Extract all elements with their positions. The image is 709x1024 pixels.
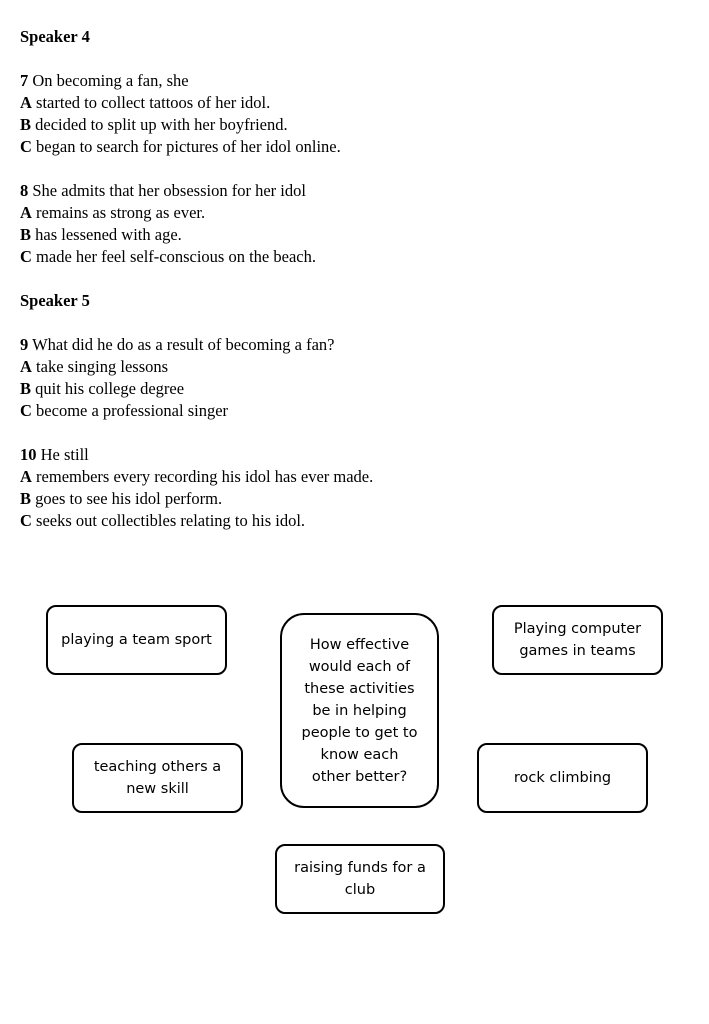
question-number: 8 [20, 181, 29, 200]
option-a: A remains as strong as ever. [20, 203, 206, 222]
option-b: B decided to split up with her boyfriend. [20, 115, 288, 134]
option-a: A started to collect tattoos of her idol. [20, 93, 271, 112]
activity-box-computer-games: Playing computer games in teams [492, 605, 663, 675]
speaker-4-heading: Speaker 4 [20, 27, 90, 46]
question-number: 10 [20, 445, 37, 464]
option-a: A remembers every recording his idol has ever made. [20, 467, 374, 486]
option-b: B has lessened with age. [20, 225, 182, 244]
worksheet-text [20, 26, 680, 532]
option-b: B goes to see his idol perform. [20, 489, 223, 508]
option-c: C seeks out collectibles relating to his idol. [20, 511, 306, 530]
speaker-5-heading: Speaker 5 [20, 291, 90, 310]
question-number: 7 [20, 71, 29, 90]
question-8 [20, 180, 680, 268]
option-c: C made her feel self-conscious on the beach. [20, 247, 316, 266]
option-c: C began to search for pictures of her idol online. [20, 137, 341, 156]
question-10 [20, 444, 680, 532]
question-9 [20, 334, 680, 422]
option-c: C become a professional singer [20, 401, 229, 420]
question-7 [20, 70, 680, 158]
question-stem: She admits that her obsession for her idol [32, 181, 306, 200]
activity-box-team-sport: playing a team sport [46, 605, 227, 675]
activity-box-rock-climbing: rock climbing [477, 743, 648, 813]
question-stem: On becoming a fan, she [32, 71, 189, 90]
option-b: B quit his college degree [20, 379, 185, 398]
question-stem: He still [40, 445, 89, 464]
option-a: A take singing lessons [20, 357, 169, 376]
activity-box-raising-funds: raising funds for a club [275, 844, 445, 914]
central-question-box: How effective would each of these activities be in helping people to get to know each other better? [280, 613, 439, 808]
question-number: 9 [20, 335, 29, 354]
activity-box-teaching: teaching others a new skill [72, 743, 243, 813]
question-stem: What did he do as a result of becoming a fan? [32, 335, 335, 354]
